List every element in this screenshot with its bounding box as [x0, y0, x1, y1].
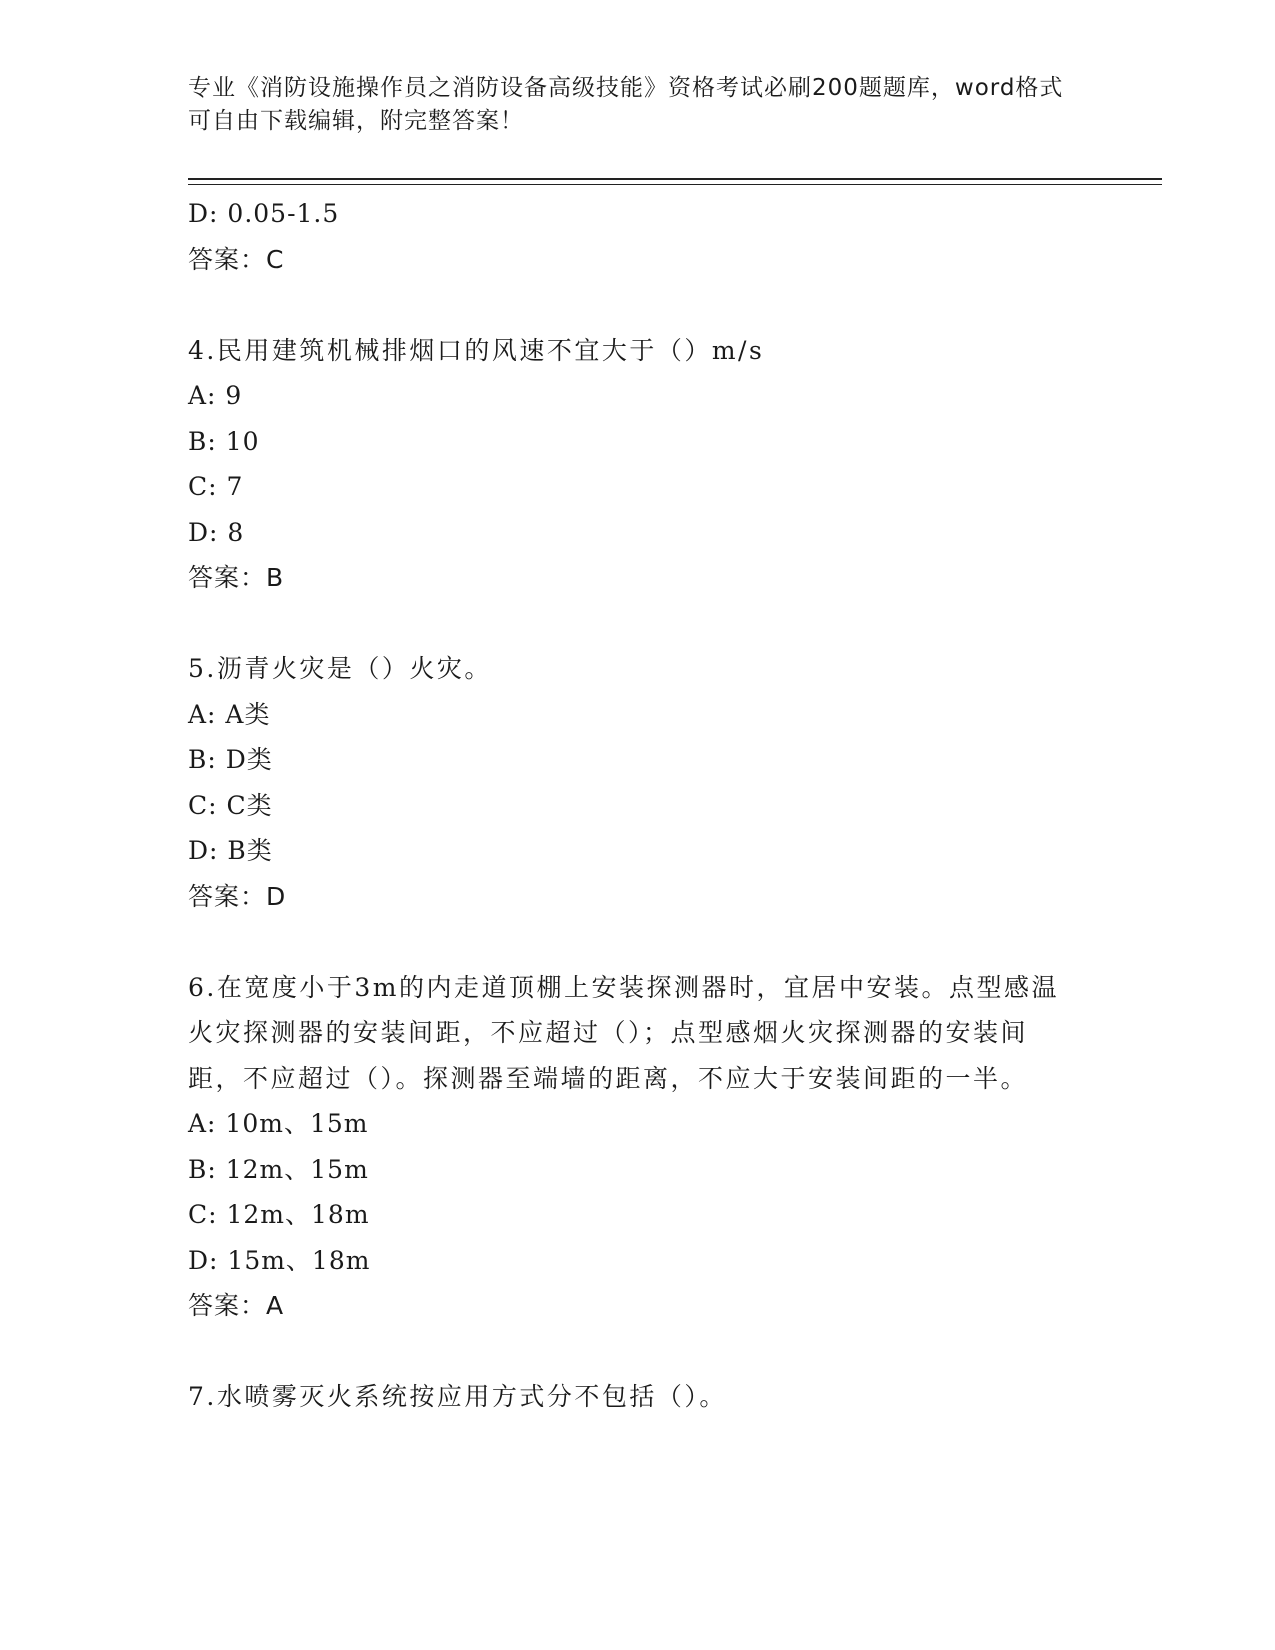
- question-list: [188, 191, 1078, 1420]
- header-divider-thin: [188, 184, 1162, 185]
- option-b: B: 12m、15m: [188, 1154, 369, 1184]
- option-b: B: D类: [188, 745, 273, 774]
- option-c: C: 7: [188, 472, 244, 501]
- option-b: B: 10: [188, 426, 260, 456]
- option-c: C: 12m、18m: [188, 1200, 370, 1229]
- option-a: A: A类: [188, 699, 271, 729]
- header-divider-thick: [188, 178, 1162, 180]
- question-6: [188, 965, 1078, 1329]
- question-4: [188, 328, 1078, 601]
- document-header: 专业《消防设施操作员之消防设备高级技能》资格考试必刷200题题库，word格式可自由下载编辑，附完整答案！: [188, 75, 1064, 134]
- option-a: A: 9: [188, 381, 243, 410]
- option-d: D: 8: [188, 517, 245, 547]
- option-d: D: 0.05-1.5: [188, 199, 340, 228]
- question-stem: 4.民用建筑机械排烟口的风速不宜大于（）m/s: [188, 335, 765, 365]
- option-d: D: B类: [188, 836, 273, 865]
- spacer: [188, 282, 1078, 328]
- answer-line: 答案：C: [188, 244, 285, 274]
- option-d: D: 15m、18m: [188, 1245, 371, 1275]
- question-7: [188, 1374, 1078, 1420]
- spacer: [188, 601, 1078, 647]
- answer-line: 答案：D: [188, 881, 287, 911]
- spacer: [188, 919, 1078, 965]
- question-stem: 6.在宽度小于3m的内走道顶棚上安装探测器时，宜居中安装。点型感温火灾探测器的安装间距，不应超过（）；点型感烟火灾探测器的安装间距，不应超过（）。探测器至端墙的距离，不应大于安装间距的一半。: [188, 972, 1059, 1093]
- answer-line: 答案：B: [188, 563, 285, 592]
- spacer: [188, 1329, 1078, 1375]
- question-stem: 5.沥青火灾是（）火灾。: [188, 654, 492, 683]
- question-5: [188, 646, 1078, 919]
- question-stem: 7.水喷雾灭火系统按应用方式分不包括（）。: [188, 1382, 727, 1411]
- option-c: C: C类: [188, 790, 273, 820]
- option-a: A: 10m、15m: [188, 1109, 369, 1138]
- answer-line: 答案：A: [188, 1291, 285, 1320]
